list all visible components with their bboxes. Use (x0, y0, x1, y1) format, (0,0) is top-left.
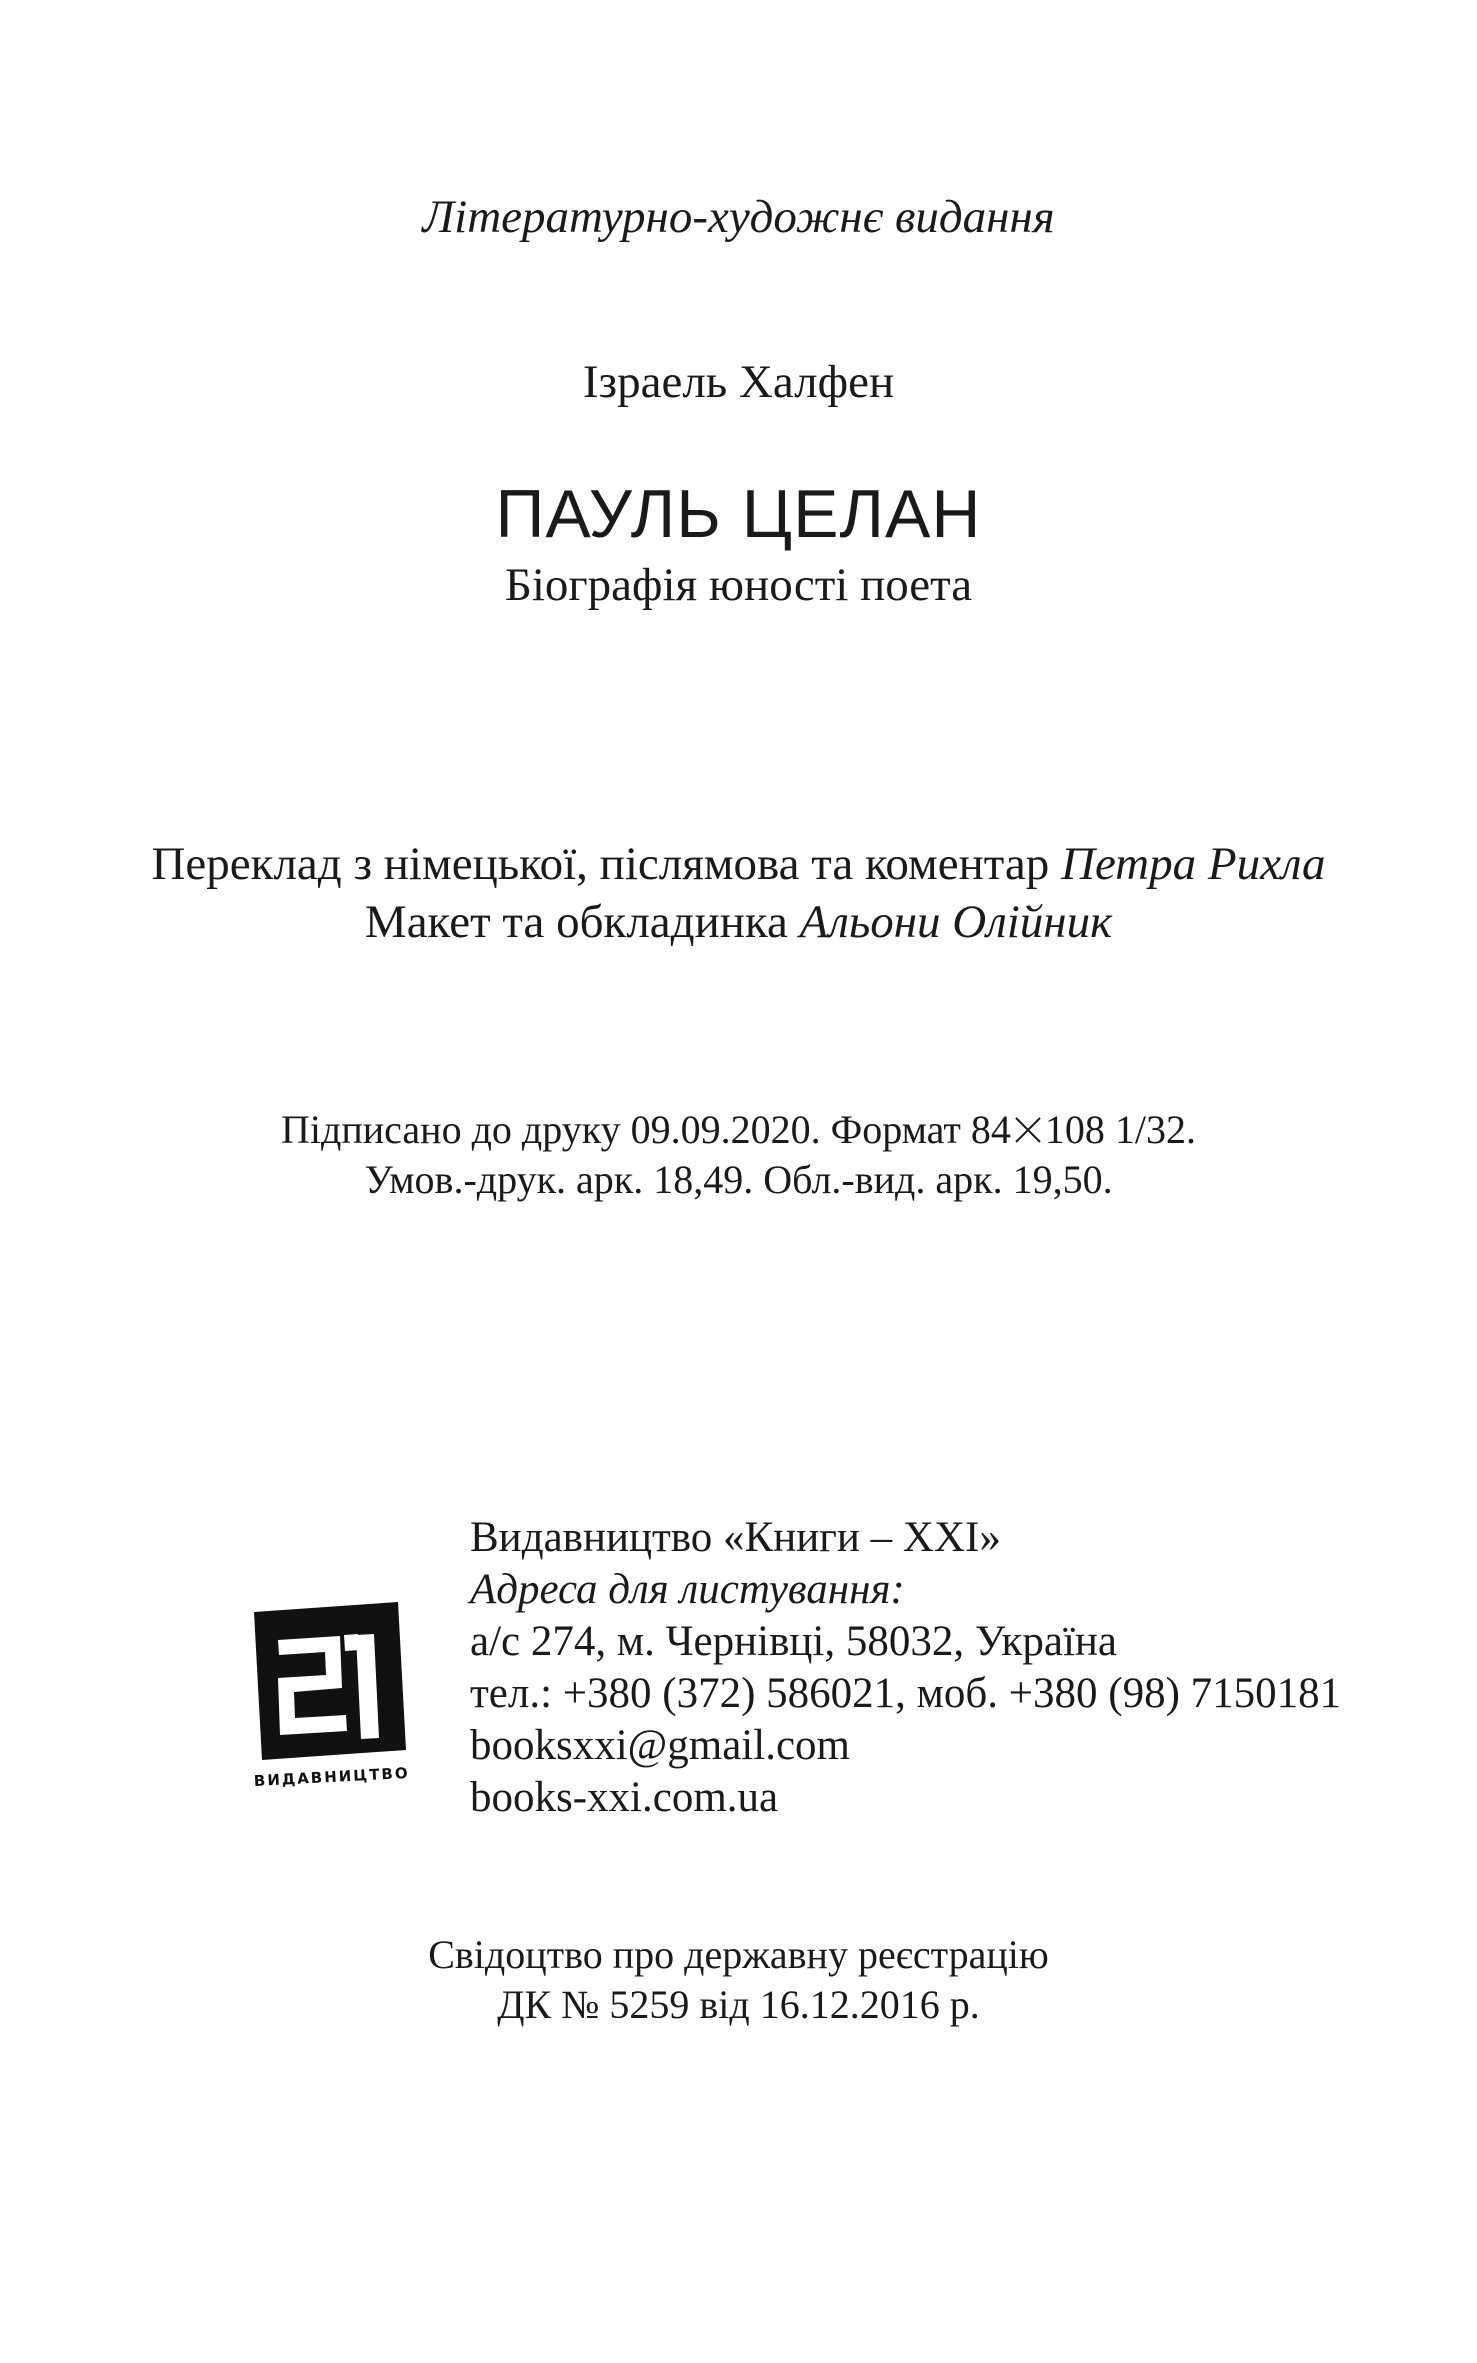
designer-name: Альони Олійник (799, 896, 1113, 948)
registration-certificate (0, 1930, 1477, 2030)
layout-credit-prefix: Макет та обкладинка (364, 896, 800, 948)
multiplication-sign-icon (1013, 1115, 1043, 1145)
print-signed-suffix: 108 1/32. (1044, 1107, 1196, 1152)
print-sheets-line: Умов.-друк. арк. 18,49. Обл.-вид. арк. 19,50. (364, 1157, 1113, 1202)
translation-credit-prefix: Переклад з німецької, післямова та коментар (151, 838, 1061, 890)
translator-name: Петра Рихла (1061, 838, 1326, 890)
certificate-line-1: Свідоцтво про державну реєстрацію (428, 1932, 1049, 1977)
certificate-line-2: ДК № 5259 від 16.12.2016 р. (497, 1982, 980, 2027)
print-signed-prefix: Підписано до друку 09.09.2020. Формат 84 (281, 1107, 1011, 1152)
translation-credit (0, 835, 1477, 893)
address-label: Адреса для листування: (470, 1566, 905, 1613)
publisher-name: Видавництво «Книги – XXI» (470, 1514, 1001, 1561)
book-title: ПАУЛЬ ЦЕЛАН (495, 476, 982, 552)
book-subtitle: Біографія юності поета (504, 559, 973, 611)
author-name: Ізраель Халфен (582, 356, 895, 408)
website-address: books-xxi.com.ua (470, 1774, 779, 1821)
credits-block (0, 835, 1477, 951)
edition-genre: Літературно-художнє видання (422, 191, 1055, 243)
postal-address: а/с 274, м. Чернівці, 58032, Україна (470, 1618, 1118, 1665)
publisher-block (470, 1512, 1341, 1824)
publisher-logo-icon (248, 1600, 416, 1790)
email-address: booksxxi@gmail.com (470, 1722, 850, 1769)
phone-numbers: тел.: +380 (372) 586021, моб. +380 (98) 7150181 (470, 1670, 1342, 1717)
layout-credit (0, 893, 1477, 951)
print-info-block (0, 1105, 1477, 1205)
print-signed-line (0, 1105, 1477, 1155)
logo-caption: ВИДАВНИЦТВО (253, 1763, 411, 1790)
